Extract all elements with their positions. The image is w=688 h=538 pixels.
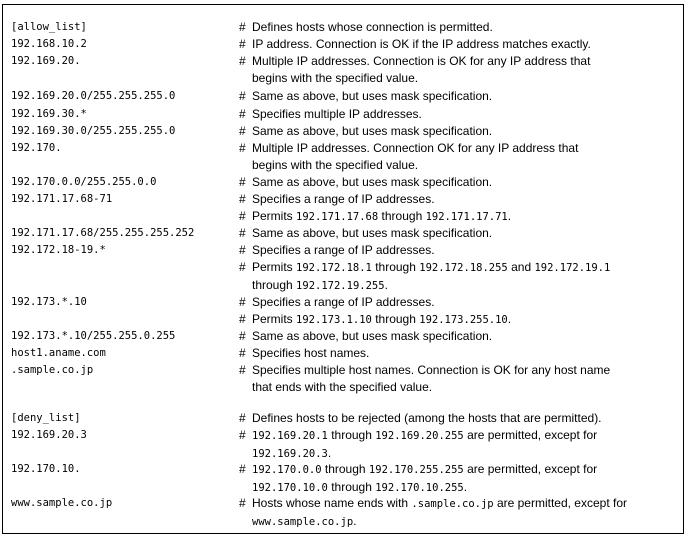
code-fragment: 192.169.20.3 <box>252 448 328 460</box>
description-line <box>252 379 682 396</box>
description <box>252 410 682 427</box>
text-fragment: IP address. Connection is OK if the IP address matches exactly. <box>252 37 591 51</box>
description-line <box>252 242 682 259</box>
comment-marker: # <box>239 37 246 51</box>
table-row <box>3 225 683 242</box>
host-pattern: 192.173.*.10/255.255.0.255 <box>11 330 176 342</box>
table-row <box>3 174 683 191</box>
text-fragment: through <box>327 480 376 494</box>
comment-marker: # <box>239 141 246 155</box>
text-fragment: Same as above, but uses mask specification. <box>252 226 493 240</box>
code-fragment: 192.170.10.255 <box>375 482 464 494</box>
text-fragment: Specifies multiple IP addresses. <box>252 107 422 121</box>
text-fragment: Specifies a range of IP addresses. <box>252 295 435 309</box>
host-pattern: 192.170. <box>11 142 62 154</box>
host-pattern: 192.169.30.0/255.255.255.0 <box>11 125 176 137</box>
description-line <box>252 36 682 53</box>
table-row <box>3 294 683 311</box>
comment-marker: # <box>239 329 246 343</box>
code-fragment: 192.173.1.10 <box>296 314 372 326</box>
description-line <box>252 311 682 329</box>
table-row <box>3 259 683 292</box>
code-fragment: 192.172.18.255 <box>419 262 508 274</box>
text-fragment: through <box>371 312 420 326</box>
description-line <box>252 157 682 174</box>
text-fragment: are permitted, except for <box>493 496 628 510</box>
comment-marker: # <box>239 260 246 274</box>
comment-marker: # <box>239 346 246 360</box>
text-fragment: begins with the specified value. <box>252 71 419 85</box>
description-line <box>252 362 682 379</box>
description-line <box>252 106 682 123</box>
code-fragment: 192.169.20.255 <box>375 430 464 442</box>
text-fragment: that ends with the specified value. <box>252 380 433 394</box>
description-line <box>252 191 682 208</box>
text-fragment: . <box>327 446 332 460</box>
text-fragment: through <box>327 428 376 442</box>
comment-marker: # <box>239 20 246 34</box>
description <box>252 140 682 174</box>
comment-marker: # <box>239 192 246 206</box>
table-row <box>3 208 683 225</box>
text-fragment: through <box>378 209 426 223</box>
text-fragment: Permits <box>252 312 297 326</box>
text-fragment: . <box>507 209 512 223</box>
description-line <box>252 174 682 191</box>
host-pattern: [allow_list] <box>11 21 87 33</box>
description-line <box>252 294 682 311</box>
text-fragment: Specifies a range of IP addresses. <box>252 192 435 206</box>
table-row <box>3 328 683 345</box>
description-line <box>252 123 682 140</box>
description-line <box>252 427 682 445</box>
text-fragment: Permits <box>252 209 297 223</box>
description-line <box>252 259 682 277</box>
host-pattern: .sample.co.jp <box>11 364 94 376</box>
description <box>252 362 682 396</box>
text-fragment: Same as above, but uses mask specification. <box>252 175 493 189</box>
description <box>252 259 682 295</box>
description <box>252 225 682 242</box>
comment-marker: # <box>239 363 246 377</box>
description <box>252 311 682 329</box>
description-line <box>252 345 682 362</box>
comment-marker: # <box>239 226 246 240</box>
table-row <box>3 36 683 53</box>
code-fragment: www.sample.co.jp <box>252 516 354 528</box>
host-pattern: 192.169.20.0/255.255.255.0 <box>11 90 176 102</box>
description <box>252 88 682 105</box>
text-fragment: Same as above, but uses mask specification. <box>252 329 493 343</box>
host-pattern: 192.169.20.3 <box>11 429 87 441</box>
code-fragment: .sample.co.jp <box>411 498 494 510</box>
table-row <box>3 495 683 528</box>
text-fragment: Defines hosts whose connection is permitted. <box>252 20 493 34</box>
config-table <box>2 4 684 534</box>
table-row <box>3 88 683 105</box>
text-fragment: Permits <box>252 260 297 274</box>
comment-marker: # <box>239 411 246 425</box>
description <box>252 294 682 311</box>
code-fragment: 192.172.19.1 <box>534 262 611 274</box>
host-pattern: host1.aname.com <box>11 347 106 359</box>
text-fragment: Same as above, but uses mask specification. <box>252 124 493 138</box>
text-fragment: Multiple IP addresses. Connection OK for any IP address that <box>252 141 579 155</box>
comment-marker: # <box>239 209 246 223</box>
description-line <box>252 277 682 295</box>
code-fragment: 192.171.17.71 <box>425 211 508 223</box>
description <box>252 208 682 226</box>
table-row <box>3 427 683 460</box>
description <box>252 36 682 53</box>
description-line <box>252 328 682 345</box>
comment-marker: # <box>239 462 246 476</box>
description-line <box>252 513 682 531</box>
description <box>252 427 682 463</box>
table-row <box>3 242 683 259</box>
code-fragment: 192.170.255.255 <box>368 464 464 476</box>
comment-marker: # <box>239 243 246 257</box>
description <box>252 495 682 531</box>
description-line <box>252 410 682 427</box>
text-fragment: Same as above, but uses mask specification. <box>252 89 493 103</box>
host-pattern: 192.171.17.68/255.255.255.252 <box>11 227 195 239</box>
comment-marker: # <box>239 89 246 103</box>
text-fragment: are permitted, except for <box>463 462 598 476</box>
comment-marker: # <box>239 107 246 121</box>
description-line <box>252 19 682 36</box>
comment-marker: # <box>239 312 246 326</box>
description-line <box>252 53 682 70</box>
host-pattern: www.sample.co.jp <box>11 497 113 509</box>
host-pattern: 192.170.0.0/255.255.0.0 <box>11 176 157 188</box>
host-pattern: 192.173.*.10 <box>11 296 87 308</box>
comment-marker: # <box>239 428 246 442</box>
code-fragment: 192.170.10.0 <box>252 482 328 494</box>
code-fragment: 192.172.18.1 <box>296 262 372 274</box>
table-row <box>3 140 683 172</box>
text-fragment: Specifies a range of IP addresses. <box>252 243 435 257</box>
description-line <box>252 70 682 87</box>
comment-marker: # <box>239 175 246 189</box>
description <box>252 461 682 497</box>
text-fragment: Multiple IP addresses. Connection is OK for any IP address that <box>252 54 591 68</box>
table-row <box>3 410 683 427</box>
description <box>252 191 682 208</box>
table-row <box>3 53 683 85</box>
description <box>252 53 682 87</box>
text-fragment: Specifies host names. <box>252 346 370 360</box>
text-fragment: Defines hosts to be rejected (among the hosts that are permitted). <box>252 411 602 425</box>
comment-marker: # <box>239 295 246 309</box>
table-row <box>3 311 683 328</box>
table-row <box>3 345 683 362</box>
host-pattern: 192.169.30.* <box>11 108 87 120</box>
host-pattern: 192.171.17.68-71 <box>11 193 113 205</box>
table-row <box>3 362 683 394</box>
table-row <box>3 106 683 123</box>
table-row <box>3 461 683 494</box>
text-fragment: begins with the specified value. <box>252 158 419 172</box>
table-row <box>3 191 683 208</box>
text-fragment: . <box>507 312 512 326</box>
code-fragment: 192.172.19.255 <box>296 280 385 292</box>
text-fragment: through <box>321 462 369 476</box>
text-fragment: through <box>252 278 297 292</box>
text-fragment: and <box>507 260 535 274</box>
description-line <box>252 225 682 242</box>
text-fragment: . <box>353 514 357 528</box>
host-pattern: 192.172.18-19.* <box>11 244 106 256</box>
description <box>252 106 682 123</box>
description <box>252 345 682 362</box>
comment-marker: # <box>239 54 246 68</box>
host-pattern: 192.168.10.2 <box>11 38 87 50</box>
table-row <box>3 123 683 140</box>
description-line <box>252 208 682 226</box>
text-fragment: through <box>371 260 420 274</box>
host-pattern: 192.169.20. <box>11 55 81 67</box>
table-row <box>3 19 683 36</box>
comment-marker: # <box>239 124 246 138</box>
description <box>252 123 682 140</box>
description <box>252 328 682 345</box>
code-fragment: 192.171.17.68 <box>296 211 379 223</box>
host-pattern: [deny_list] <box>11 412 81 424</box>
description <box>252 174 682 191</box>
text-fragment: Specifies multiple host names. Connection is OK for any host name <box>252 363 611 377</box>
text-fragment: . <box>463 480 468 494</box>
description <box>252 19 682 36</box>
comment-marker: # <box>239 496 246 510</box>
description-line <box>252 461 682 479</box>
text-fragment: Hosts whose name ends with <box>252 496 412 510</box>
description-line <box>252 140 682 157</box>
host-pattern: 192.170.10. <box>11 463 81 475</box>
code-fragment: 192.170.0.0 <box>252 464 322 476</box>
text-fragment: are permitted, except for <box>463 428 598 442</box>
code-fragment: 192.169.20.1 <box>252 430 328 442</box>
description <box>252 242 682 259</box>
description-line <box>252 495 682 513</box>
text-fragment: . <box>384 278 388 292</box>
description-line <box>252 88 682 105</box>
code-fragment: 192.173.255.10 <box>419 314 508 326</box>
